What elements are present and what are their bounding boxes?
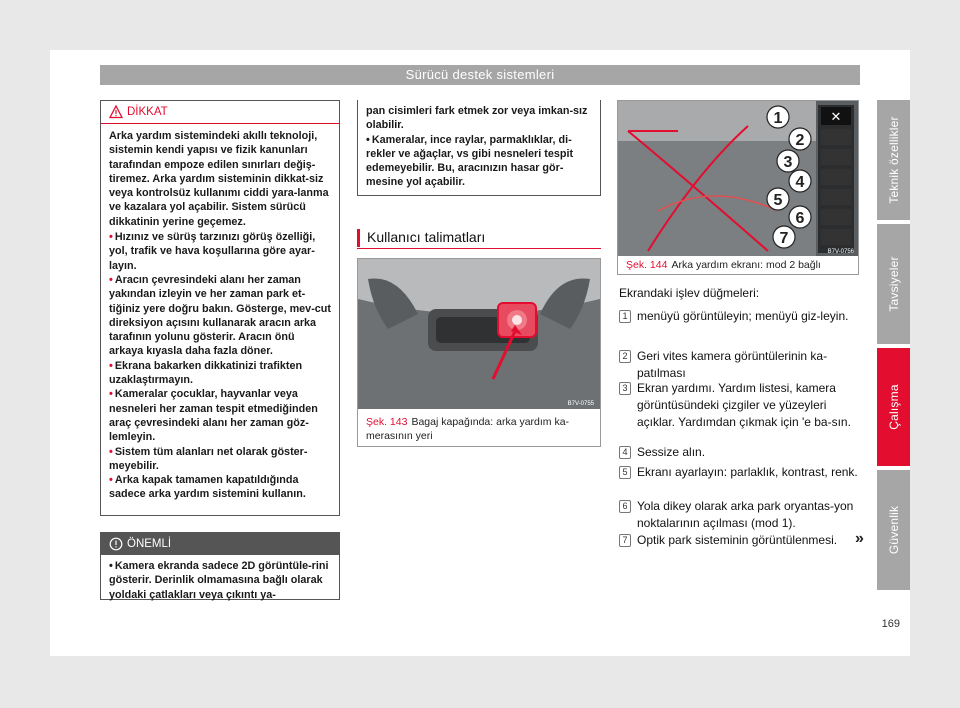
rear-assist-screen-image — [618, 101, 858, 256]
warning-bullet: • Ekrana bakarken dikkatinizi trafikten uzaklaştırmayın. — [109, 359, 303, 387]
warning-body — [101, 124, 339, 508]
tab-label: Teknik özellikler — [886, 116, 901, 204]
notice-bullet: • Kamera ekranda sadece 2D görüntüle-rini gösterir. Derinlik olmamasına bağlı olarak yoldaki çatlakları veya çıkıntı ya- — [109, 560, 329, 601]
svg-text:7: 7 — [779, 230, 789, 247]
notice-body — [101, 555, 339, 608]
section-title: Kullanıcı talimatları — [357, 229, 601, 249]
svg-text:4: 4 — [795, 174, 805, 191]
trunk-camera-image — [358, 259, 600, 409]
notice-cont-text: pan cisimleri fark etmek zor veya imkan-sız olabilir. — [366, 105, 588, 132]
svg-text:2: 2 — [795, 132, 805, 149]
tab-label: Çalışma — [886, 384, 901, 430]
tab-label: Güvenlik — [886, 505, 901, 555]
svg-text:3: 3 — [783, 154, 793, 171]
warning-bullet: • Aracın çevresindeki alanı her zaman yakından izleyin ve her zaman park et-tiğiniz yere doğru bakın. Gösterge, mev-cut direksiyon açısını kullanarak aracın arka tarafının yolunu gösterir. Aracın önü arkaya kıyasla daha fazla döner. — [109, 273, 331, 358]
warning-bullet: • Sistem tüm alanları net olarak göster-meyebilir. — [109, 445, 308, 472]
warning-box — [100, 100, 340, 516]
warning-bullet: • Arka kapak tamamen kapatıldığında sadece arka yardım sistemini kullanın. — [109, 474, 306, 501]
page-number: 169 — [881, 618, 900, 630]
function-list: Ekrandaki işlev düğmeleri: 1 menüyü görüntüleyin; menüyü giz-leyin. 2 Geri vites kamera görüntülerinin ka-patılması 3 Ekran yardımı. Yardım listesi, kamera görüntüsündeki çizgiler ve yüzeyleri açıklar. Yardımdan çıkmak için 'e ba-sın. 4 Sessize alın. 5 Ekranı ayarlayın: parlaklık, kontrast, renk. 6 Yola dikey olarak arka park oryantas-yon noktalarının açılması (mod 1). 7 Optik park sisteminin görüntülenmesi. — [619, 286, 858, 547]
warning-title: DİKKAT — [127, 106, 168, 118]
figure-caption: Şek. 143 Bagaj kapağında: arka yardım ka-merasının yeri — [366, 416, 570, 442]
svg-text:6: 6 — [795, 210, 805, 227]
figure-caption: Şek. 144 Arka yardım ekranı: mod 2 bağlı — [626, 259, 821, 271]
notice-title: ÖNEMLİ — [127, 538, 172, 550]
warning-icon — [109, 105, 123, 119]
function-intro: Ekrandaki işlev düğmeleri: — [619, 286, 760, 300]
continue-mark: » — [855, 530, 864, 547]
figure-143 — [357, 258, 601, 447]
notice-continuation — [357, 100, 601, 196]
warning-intro: Arka yardım sistemindeki akıllı teknoloji, sistemin kendi yapısı ve fizik kanunları tarafından empoze edilen sınırları değiş-tiremez. Arka yardım sisteminin dikkat-siz veya kontrolsüz kullanımı ciddi yara-lanma ve kazalara yol açabilir. Sistem sürücü dikkatinin yerine geçemez. — [109, 130, 329, 228]
notice-header — [101, 533, 339, 555]
tab-label: Tavsiyeler — [886, 256, 901, 312]
notice-box — [100, 532, 340, 600]
tab-tavsiyeler[interactable] — [877, 224, 910, 344]
tab-guvenlik[interactable] — [877, 470, 910, 590]
figure-code: B7V-0756 — [827, 249, 854, 255]
figure-code: B7V-0755 — [567, 401, 594, 407]
info-circle-icon — [109, 537, 123, 551]
svg-text:1: 1 — [773, 110, 783, 127]
page-header: Sürücü destek sistemleri — [100, 65, 860, 85]
tab-calisma[interactable] — [877, 348, 910, 466]
notice-bullet: • Kameralar, ince raylar, parmaklıklar, di-rekler ve ağaçlar, vs gibi nesneleri tespit edemeyebilir. Bu, aracınızın hasar gör-mesine yol açabilir. — [366, 133, 574, 189]
warning-header — [101, 101, 339, 123]
warning-bullet: • Hızınız ve sürüş tarzınızı görüş özelliği, yol, trafik ve hava koşullarına göre ayar-layın. — [109, 231, 316, 272]
warning-bullet: • Kameralar çocuklar, hayvanlar veya nesneleri her zaman tespit etmediğinden araç çevresindeki alanı her zaman göz-lemleyin. — [109, 388, 318, 444]
close-icon: ✕ — [830, 110, 842, 125]
svg-text:5: 5 — [773, 192, 783, 209]
tab-teknik-ozellikler[interactable] — [877, 100, 910, 220]
figure-144 — [617, 100, 859, 275]
